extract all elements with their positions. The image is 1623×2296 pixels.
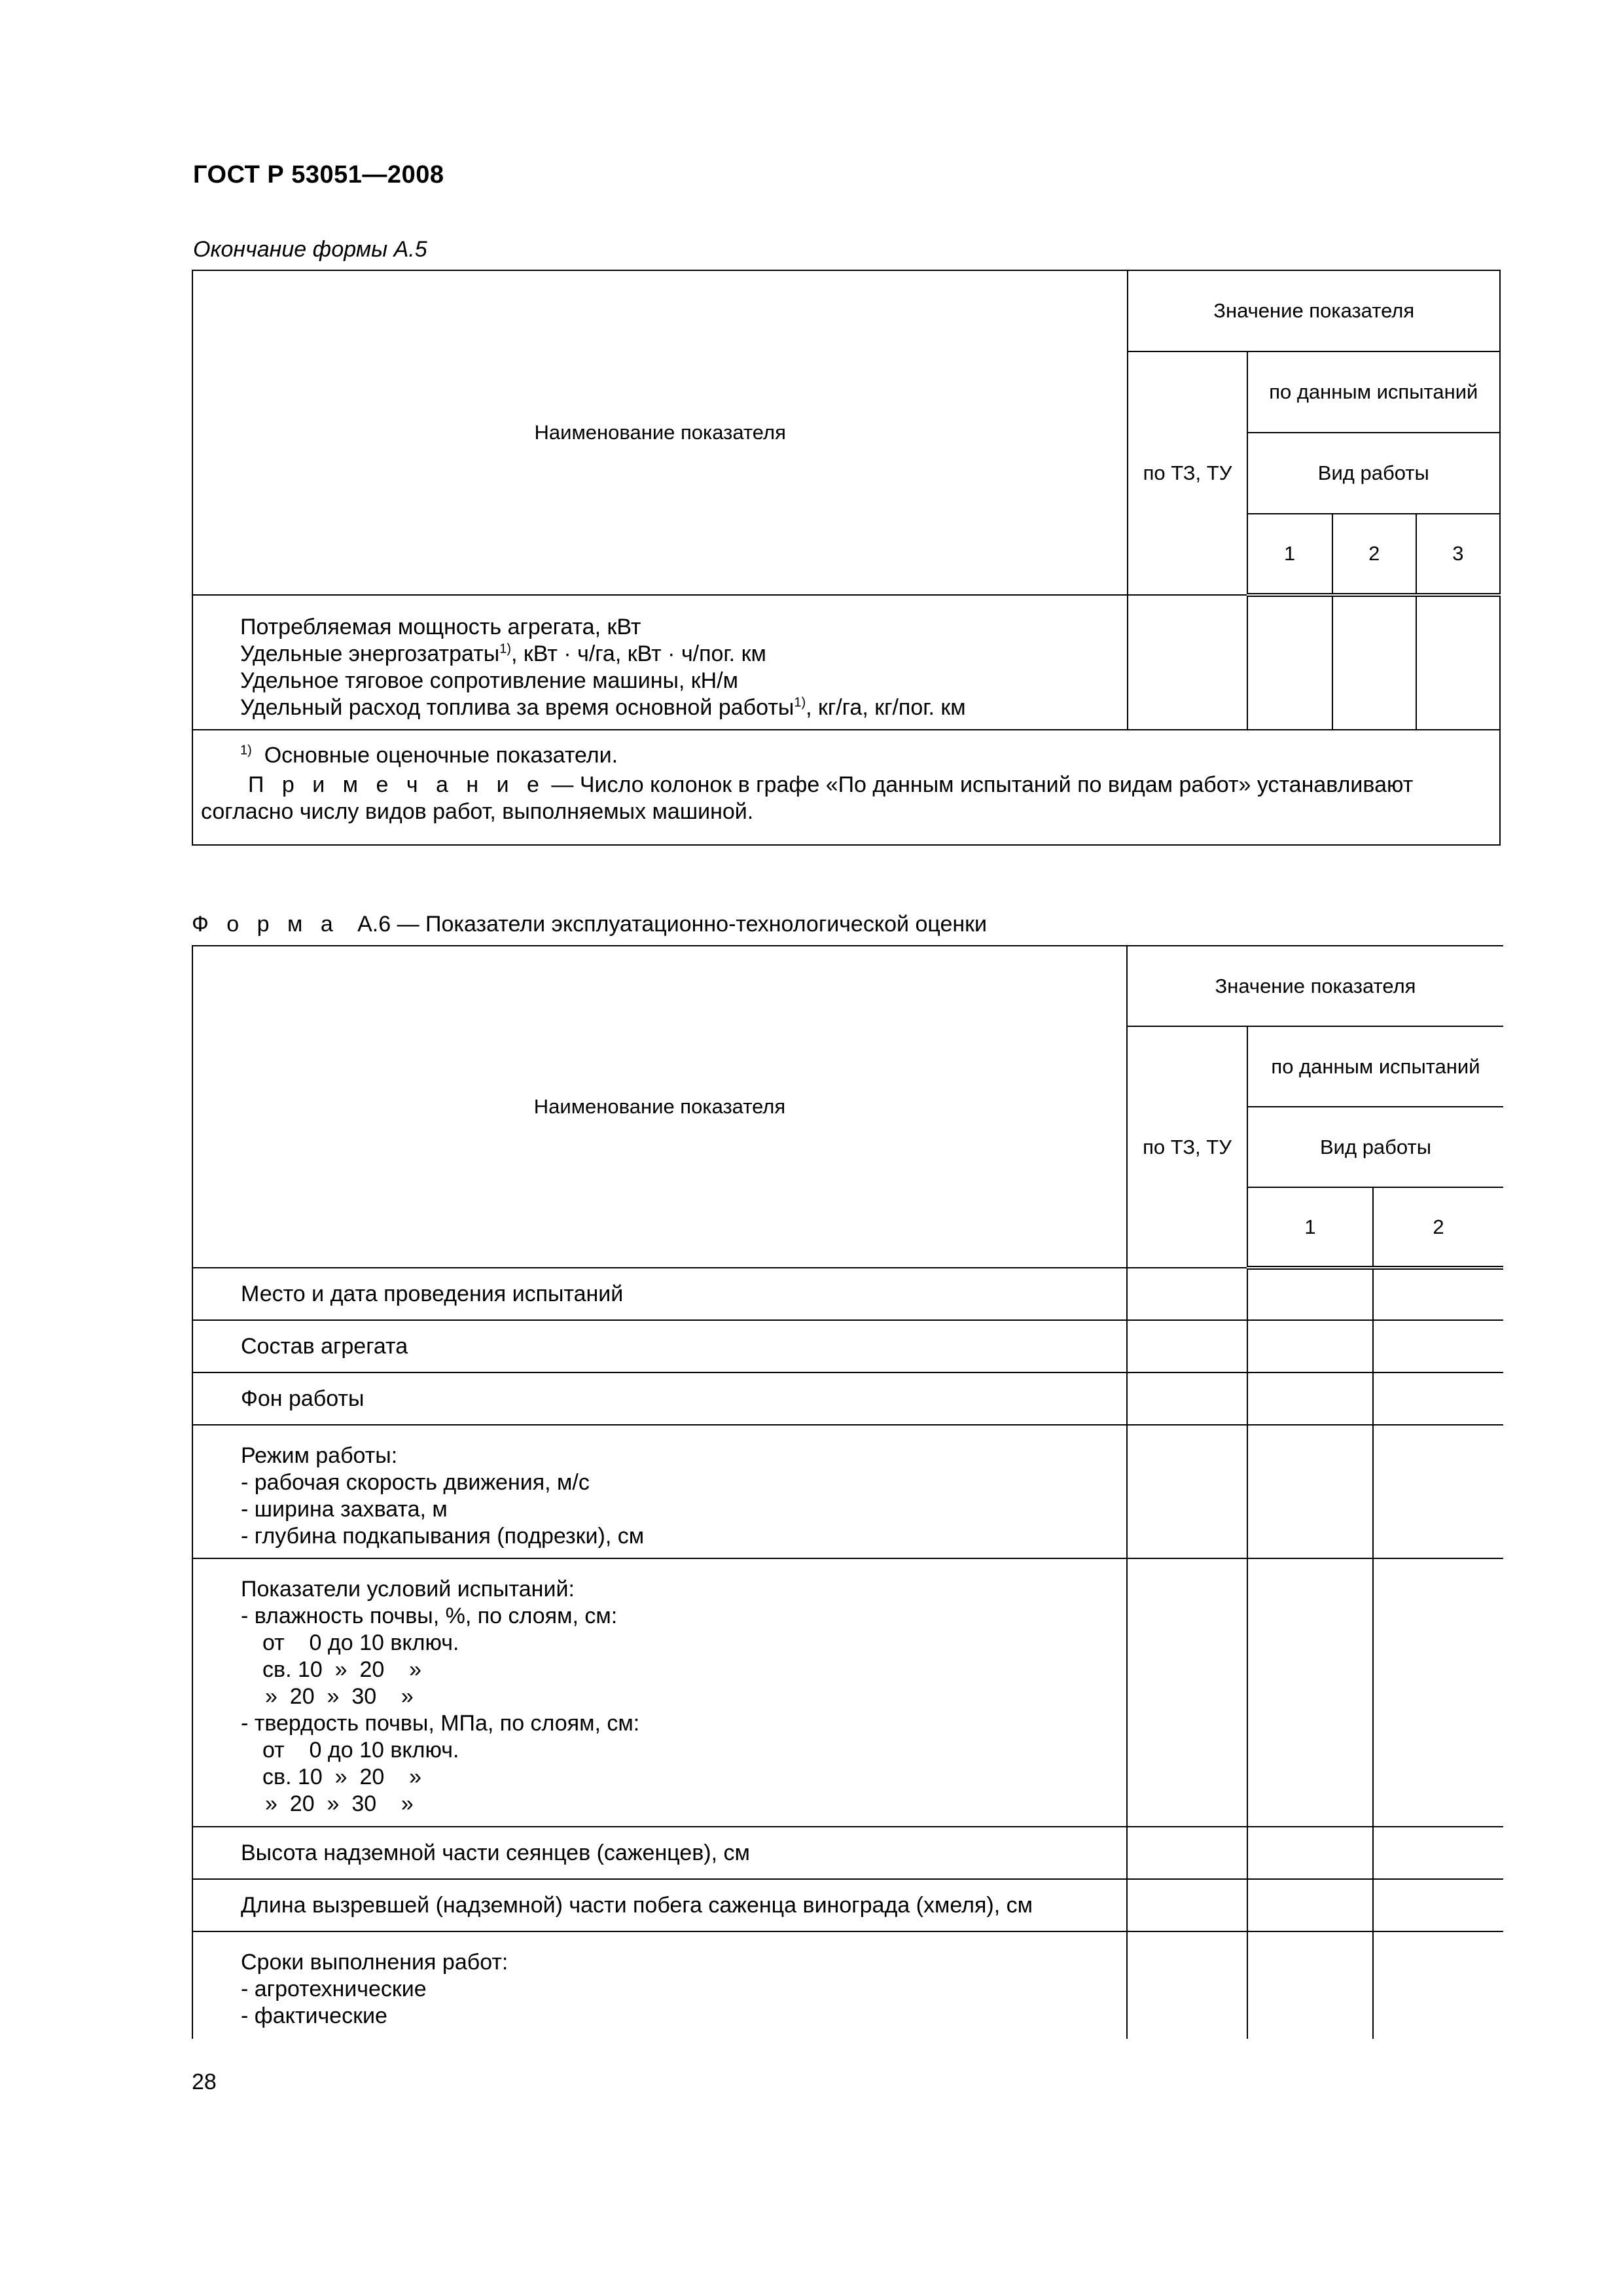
value-cell <box>1373 1320 1503 1372</box>
value-cell <box>1247 1931 1373 2039</box>
form-a5-table <box>192 270 1501 846</box>
header-spec-cell: по ТЗ, ТУ <box>1127 1026 1247 1268</box>
header-col-2: 2 <box>1332 514 1416 595</box>
value-cell <box>1247 1558 1373 1827</box>
value-cell <box>1127 1425 1247 1558</box>
standard-designation: ГОСТ Р 53051—2008 <box>193 161 444 188</box>
indicator-cell: Режим работы: - рабочая скорость движения, м/с - ширина захвата, м - глубина подкапывания (подрезки), см <box>192 1425 1127 1558</box>
value-cell <box>1332 595 1416 730</box>
row-draft: Удельное тяговое сопротивление машины, кН/м <box>240 668 739 693</box>
value-cell <box>1373 1268 1503 1320</box>
value-cell <box>1247 595 1332 730</box>
value-cell <box>1373 1372 1503 1425</box>
page-number: 28 <box>192 2070 217 2094</box>
row-energy: Удельные энергозатраты$^{1)}$, кВт · ч/га, кВт · ч/пог. км <box>240 641 766 666</box>
value-cell <box>1373 1425 1503 1558</box>
value-cell <box>1247 1320 1373 1372</box>
footnote: $^{1)}$ Основные оценочные показатели. <box>240 743 618 768</box>
header-value-cell: Значение показателя <box>1128 270 1500 351</box>
value-cell <box>1127 1558 1247 1827</box>
header-work-type-cell: Вид работы <box>1247 1107 1503 1187</box>
header-spec-cell: по ТЗ, ТУ <box>1128 351 1247 595</box>
value-cell <box>1127 1372 1247 1425</box>
value-cell <box>1127 1268 1247 1320</box>
header-name-cell: Наименование показателя <box>192 946 1127 1268</box>
row-fuel: Удельный расход топлива за время основной работы$^{1)}$, кг/га, кг/пог. км <box>240 695 966 720</box>
indicator-cell: Место и дата проведения испытаний <box>192 1268 1127 1320</box>
header-col-3: 3 <box>1416 514 1500 595</box>
value-cell <box>1373 1827 1503 1879</box>
header-work-type-cell: Вид работы <box>1247 433 1500 514</box>
value-cell <box>1373 1558 1503 1827</box>
value-cell <box>1247 1425 1373 1558</box>
indicator-cell: Показатели условий испытаний: - влажность почвы, %, по слоям, см: от 0 до 10 включ. св. 10 » 20 » » 20 » 30 » - твердость почвы, МПа, по слоям, см: от 0 до 10 включ. св. 10 » 20 » » 20 » 30 » <box>192 1558 1127 1827</box>
row-power: Потребляемая мощность агрегата, кВт <box>240 615 641 639</box>
value-cell <box>1247 1879 1373 1931</box>
value-cell <box>1247 1268 1373 1320</box>
indicator-cell: Фон работы <box>192 1372 1127 1425</box>
value-cell <box>1247 1827 1373 1879</box>
value-cell <box>1127 1931 1247 2039</box>
form-a6-caption: Ф о р м а А.6 — Показатели эксплуатационно-технологической оценки <box>192 912 987 937</box>
header-tests-cell: по данным испытаний <box>1247 351 1500 433</box>
table-note: П р и м е ч а н и е — Число колонок в графе «По данным испытаний по видам работ» устанавливают согласно числу видов работ, выполняемых машиной. <box>201 772 1414 824</box>
value-cell <box>1416 595 1500 730</box>
value-cell <box>1127 1879 1247 1931</box>
value-cell <box>1127 1320 1247 1372</box>
header-name-cell: Наименование показателя <box>192 270 1128 595</box>
notes-cell <box>192 730 1500 845</box>
indicator-cell: Состав агрегата <box>192 1320 1127 1372</box>
indicator-cell: Высота надземной части сеянцев (саженцев), см <box>192 1827 1127 1879</box>
value-cell <box>1247 1372 1373 1425</box>
header-col-1: 1 <box>1247 1187 1373 1268</box>
header-col-2: 2 <box>1373 1187 1503 1268</box>
indicator-cell: Длина вызревшей (надземной) части побега саженца винограда (хмеля), см <box>192 1879 1127 1931</box>
header-tests-cell: по данным испытаний <box>1247 1026 1503 1107</box>
header-value-cell: Значение показателя <box>1127 946 1503 1026</box>
value-cell <box>1127 1827 1247 1879</box>
form-a5-caption: Окончание формы А.5 <box>193 237 427 262</box>
form-a6-table <box>192 945 1503 2039</box>
indicator-cell: Сроки выполнения работ: - агротехнические - фактические <box>192 1931 1127 2039</box>
value-cell <box>1373 1931 1503 2039</box>
indicator-list-cell <box>192 595 1128 730</box>
value-cell <box>1128 595 1247 730</box>
header-col-1: 1 <box>1247 514 1332 595</box>
value-cell <box>1373 1879 1503 1931</box>
